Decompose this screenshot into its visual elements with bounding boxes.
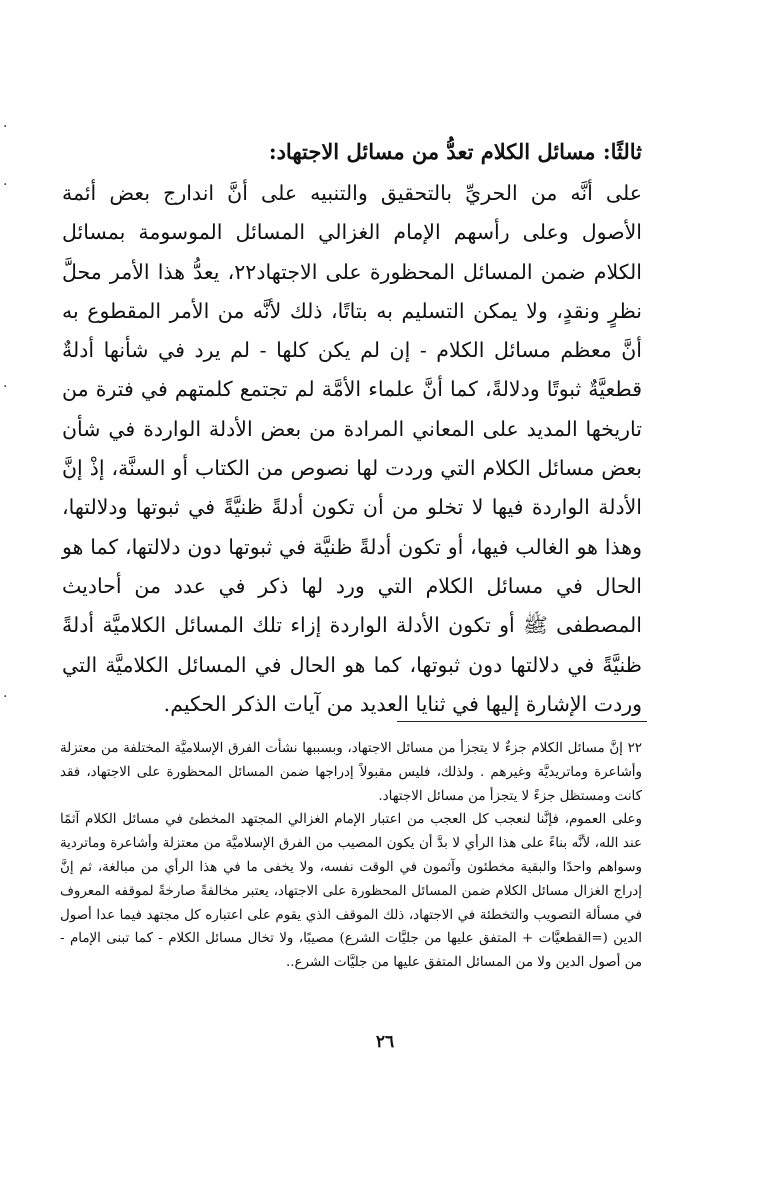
footnote-continuation: وعلى العموم، فإنَّنا لنعجب كل العجب من اعتبار الإمام الغزالي المجتهد المخطئ في مسائل الكلام آثمًا عند الله، لأنَّه بناءً على هذا الرأي لا بدَّ أن يكون المصيب من الفرق الإسلاميَّة من معتزلة وأشاعرة وماتردية وسواهم واحدًا والبقية مخطئون وآثمون في الوقت نفسه، ولا يخفى ما في هذا الرأي من مبالغة، ثم إنَّ إدراج الغزال مسائل الكلام ضمن المسائل المحظورة على الاجتهاد، يعتبر مخالفةً صارخةً لموقفه المعروف في مسألة التصويب والتخطئة في الاجتهاد، ذلك الموقف الذي يقوم على اعتباره كل مجتهد فيما عدا أصول الدين (=القطعيَّات + المتفق عليها من جليَّات الشرع) مصيبًا، ولا تخال مسائل الكلام - كما تبنى الإمام - من أصول الدين ولا من المسائل المتفق عليها من جليَّات الشرع.. — [60, 812, 642, 971]
scan-margin-mark: · — [3, 177, 8, 193]
footnote-separator — [397, 721, 647, 722]
scan-margin-mark: · — [3, 689, 8, 705]
scan-margin-mark: · — [3, 119, 8, 135]
scan-margin-mark: · — [3, 379, 8, 395]
section-heading: ثالثًا: مسائل الكلام تعدُّ من مسائل الاجتهاد: — [268, 139, 642, 164]
page-number: ٢٦ — [375, 1032, 395, 1052]
footnote-22: ٢٢ إنَّ مسائل الكلام جزءٌ لا يتجزأ من مسائل الاجتهاد، وبسببها نشأت الفرق الإسلاميَّة المختلفة من معتزلة وأشاعرة وماتريديَّة وغيرهم . ولذلك، فليس مقبولاً إدراجها ضمن المسائل المحظورة على الاجتهاد، فقد كانت ومستظل جزءً لا يتجزأ من مسائل الاجتهاد. — [60, 741, 642, 804]
main-paragraph: على أنَّه من الحريِّ بالتحقيق والتنبيه على أنَّ اندارج بعض أئمة الأصول وعلى رأسهم الإمام الغزالي المسائل الموسومة بمسائل الكلام ضمن المسائل المحظورة على الاجتهاد٢٢، يعدُّ هذا الأمر محلَّ نظرٍ ونقدٍ، ولا يمكن التسليم به بتاتًا، ذلك لأنَّه من الأمر المقطوع به أنَّ معظم مسائل الكلام - إن لم يكن كلها - لم يرد في شأنها أدلةٌ قطعيَّةٌ ثبوتًا ودلالةً، كما أنَّ علماء الأمَّة لم تجتمع كلمتهم في فترة من تاريخها المديد على المعاني المرادة من بعض الأدلة الواردة في شأن بعض مسائل الكلام التي وردت لها نصوص من الكتاب أو السنَّة، إذْ إنَّ الأدلة الواردة فيها لا تخلو من أن تكون أدلةً ظنيَّةً في ثبوتها ودلالتها، وهذا هو الغالب فيها، أو تكون أدلةً ظنيَّة في ثبوتها دون دلالتها، كما هو الحال في مسائل الكلام التي ورد لها ذكر في عدد من أحاديث المصطفى ﷺ أو تكون الأدلة الواردة إزاء تلك المسائل الكلاميَّة أدلةً ظنيَّةً في دلالتها دون ثبوتها، كما هو الحال في المسائل الكلاميَّة التي وردت الإشارة إليها في ثنايا العديد من آيات الذكر الحكيم. — [62, 181, 642, 716]
footnotes — [60, 737, 642, 975]
